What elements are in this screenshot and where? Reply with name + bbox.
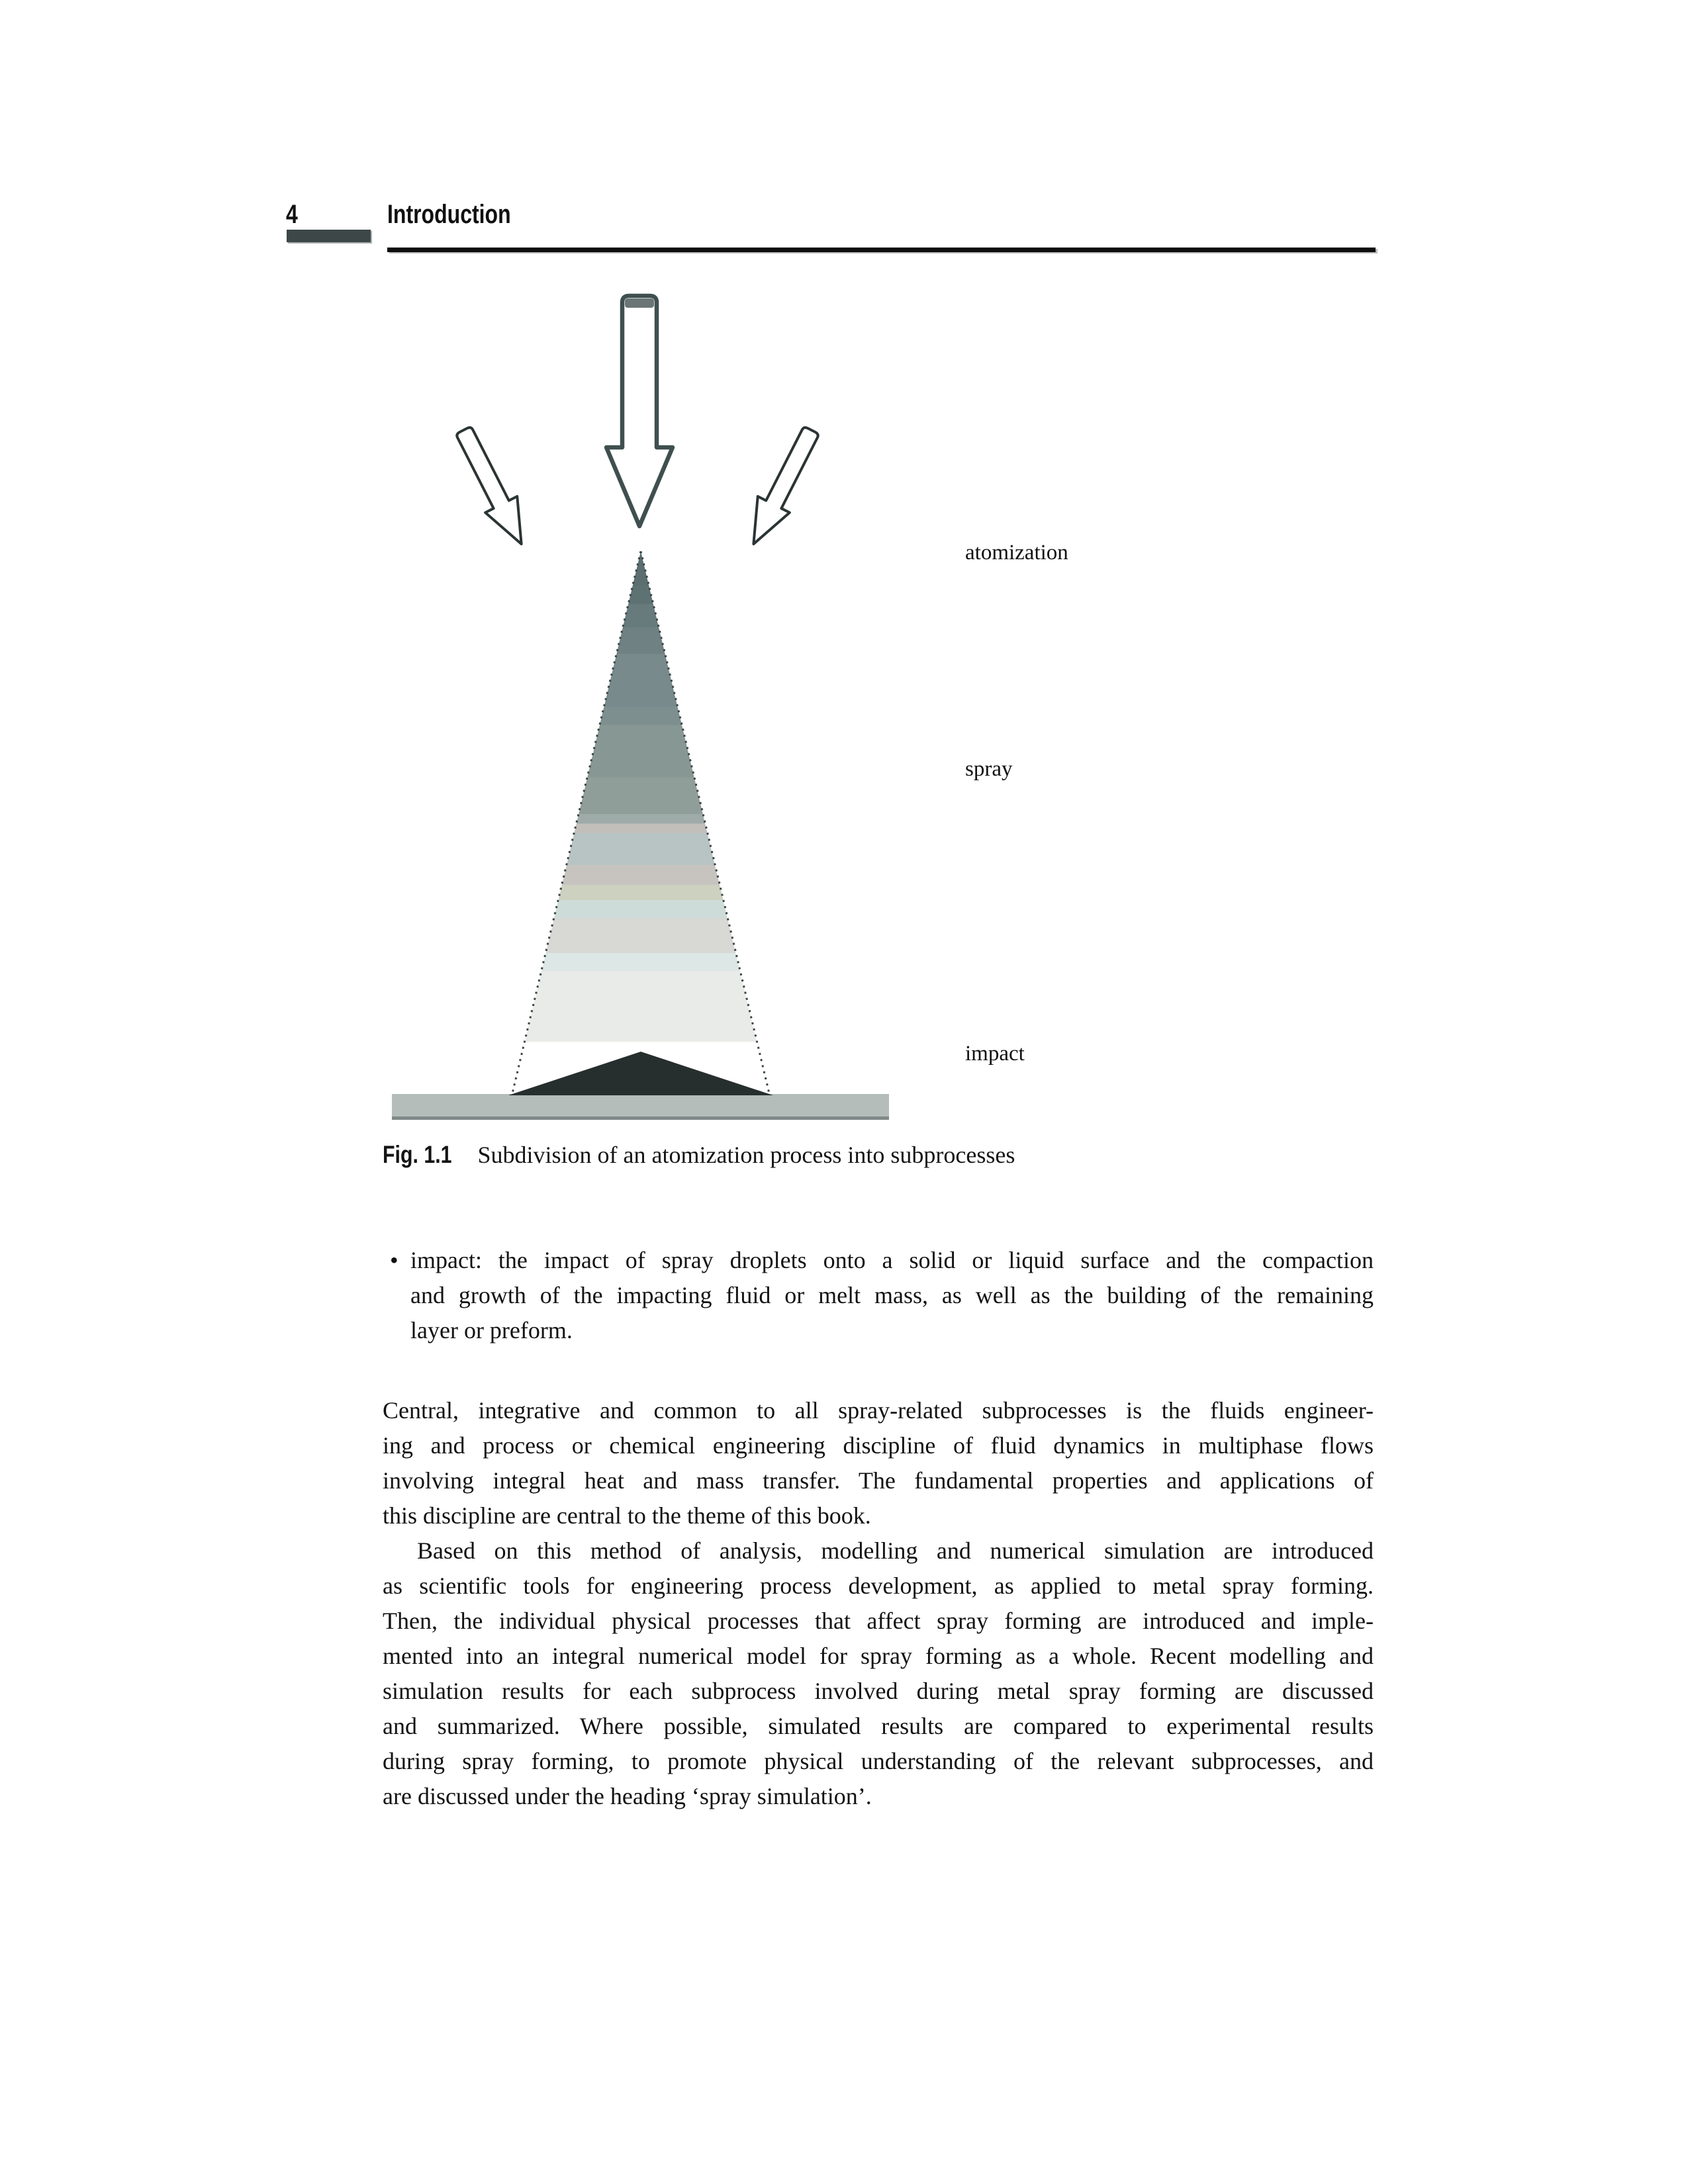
- left-gas-arrow-icon: [447, 422, 538, 552]
- paragraph: [383, 1393, 1374, 1533]
- paragraph: [383, 1533, 1374, 1814]
- page-number: 4: [286, 200, 298, 229]
- body-line: simulation results for each subprocess involved during metal spray forming are discussed: [383, 1678, 1374, 1704]
- body-line: Based on this method of analysis, modelling and numerical simulation are introduced: [417, 1537, 1374, 1564]
- figure-atomization-process: [371, 278, 914, 1132]
- bullet-item: [383, 1243, 1374, 1348]
- bullet-text: [410, 1243, 1374, 1348]
- body-line: layer or preform.: [410, 1317, 573, 1343]
- caption-tag: Fig. 1.1: [383, 1141, 452, 1168]
- bullet-marker: •: [390, 1247, 399, 1273]
- body-line: Then, the individual physical processes that affect spray forming are introduced and imple-: [383, 1608, 1374, 1634]
- down-arrow-icon: [606, 296, 673, 526]
- body-line: this discipline are central to the theme of this book.: [383, 1502, 871, 1529]
- spray-cone: [525, 551, 757, 1042]
- body-paragraphs: [383, 1393, 1374, 1814]
- substrate-bottom-edge: [392, 1116, 889, 1120]
- running-head: Introduction: [387, 200, 511, 229]
- header-rule: [387, 248, 1376, 252]
- figure-caption: [383, 1140, 1015, 1175]
- body-line: involving integral heat and mass transfer. The fundamental properties and applications of: [383, 1467, 1374, 1494]
- body-line: during spray forming, to promote physical understanding of the relevant subprocesses, and: [383, 1748, 1374, 1774]
- substrate-bar: [392, 1094, 889, 1116]
- down-arrow-cap: [625, 298, 654, 308]
- chapter-marker-rect: [287, 230, 371, 242]
- body-line: and growth of the impacting fluid or melt mass, as well as the building of the remaining: [410, 1282, 1374, 1308]
- body-line: as scientific tools for engineering process development, as applied to metal spray forming.: [383, 1572, 1374, 1599]
- body-line: are discussed under the heading ‘spray simulation’.: [383, 1783, 872, 1809]
- body-line: mented into an integral numerical model for spray forming as a whole. Recent modelling and: [383, 1643, 1374, 1669]
- label-impact: impact: [965, 1042, 1025, 1066]
- body-line: ing and process or chemical engineering discipline of fluid dynamics in multiphase flows: [383, 1432, 1374, 1459]
- label-atomization: atomization: [965, 541, 1068, 565]
- body-line: impact: the impact of spray droplets onto a solid or liquid surface and the compaction: [410, 1247, 1374, 1273]
- label-spray: spray: [965, 757, 1013, 781]
- body-line: and summarized. Where possible, simulated results are compared to experimental results: [383, 1713, 1374, 1739]
- right-gas-arrow-icon: [737, 422, 827, 552]
- deposit-preform: [508, 1052, 773, 1095]
- caption-text: Subdivision of an atomization process into subprocesses: [477, 1142, 1015, 1168]
- body-line: Central, integrative and common to all spray-related subprocesses is the fluids engineer-: [383, 1397, 1374, 1424]
